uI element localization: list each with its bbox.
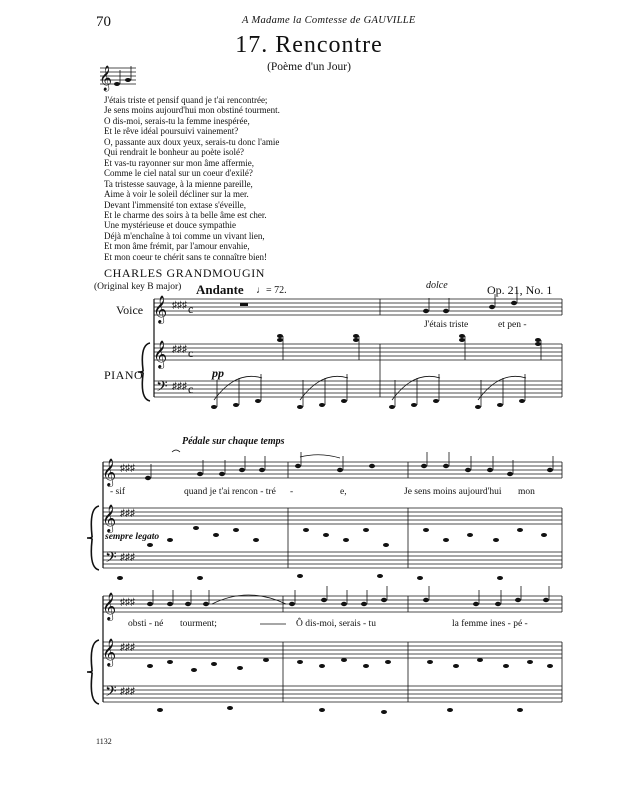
poem-line: Et le rêve idéal poursuivi vainement?	[104, 126, 239, 137]
page-number: 70	[96, 14, 111, 30]
svg-text:c: c	[188, 302, 194, 316]
svg-text:𝄞: 𝄞	[102, 504, 117, 532]
poem-line: Qui rendrait le bonheur au poète isolé?	[104, 147, 244, 158]
piano-brace	[87, 640, 99, 704]
poem-line: Ta tristesse sauvage, à la mienne pareille,	[104, 178, 253, 189]
lyric-syllable: tourment;	[180, 619, 217, 629]
poem-line: O, passante aux doux yeux, serais-tu donc l'amie	[104, 136, 280, 147]
svg-text:♯♯♯: ♯♯♯	[172, 344, 187, 355]
piano-staff-label: PIANO	[104, 368, 144, 382]
svg-text:𝄞: 𝄞	[102, 638, 117, 666]
note-group	[117, 526, 547, 580]
poem-line: Et mon âme frémit, par l'amour envahie,	[104, 241, 250, 252]
dynamic-marking: pp	[212, 366, 224, 380]
poem-line: Et le charme des soirs à ta belle âme est cher.	[104, 209, 267, 220]
pedal-instruction: Pédale sur chaque temps	[182, 436, 285, 447]
lyric-syllable: rencon - tré	[232, 487, 276, 497]
tempo-marking: Andante	[196, 282, 244, 297]
poem-line: O dis-moi, serais-tu la femme inespérée,	[104, 115, 250, 126]
poem-line: Et vas-tu rayonner sur mon âme affermie,	[104, 157, 255, 168]
poem-line: J'étais triste et pensif quand je t'ai rencontrée;	[104, 95, 268, 105]
poem-line: Aime à voir le soleil décliner sur la mer.	[104, 189, 249, 200]
original-key: (Original key B major)	[94, 282, 182, 292]
note-group	[147, 598, 549, 606]
piano-instruction: sempre legato	[105, 532, 160, 542]
svg-text:𝄞: 𝄞	[102, 458, 117, 486]
system-1	[154, 299, 562, 397]
opus-number: Op. 21, No. 1	[487, 283, 553, 297]
poem-line: Et mon coeur te chérit sans te connaître bien!	[104, 251, 267, 262]
svg-text:c: c	[188, 382, 194, 396]
svg-text:♯♯♯: ♯♯♯	[120, 597, 135, 608]
expression-marking: dolce	[426, 280, 448, 291]
svg-text:c: c	[188, 346, 194, 360]
poem-line: Comme le ciel natal sur un coeur d'exilé?	[104, 168, 253, 179]
dedication: A Madame la Comtesse de GAUVILLE	[242, 15, 416, 26]
svg-text:𝄢: 𝄢	[105, 549, 117, 570]
lyric-syllable: J'étais triste	[424, 320, 469, 330]
svg-text:♯♯♯: ♯♯♯	[120, 642, 135, 653]
note-head	[114, 82, 120, 86]
piano-brace	[87, 506, 99, 570]
lyric-syllable: - sif	[110, 487, 126, 497]
lyric-syllable: -	[290, 487, 294, 497]
lyric-syllable: e,	[340, 487, 347, 497]
system-2	[103, 462, 562, 568]
lyric-syllable: Ô dis-moi, serais - tu	[296, 619, 376, 629]
lyric-syllable: et pen -	[498, 320, 527, 330]
poem-line: Devant l'immensité ton extase s'éveille,	[104, 199, 246, 210]
poem-line: Déjà m'enchaîne à toi comme un vivant lien,	[104, 230, 265, 241]
lyric-syllable: la femme ines - pé -	[452, 619, 528, 629]
svg-text:𝄢: 𝄢	[156, 378, 168, 399]
song-subtitle: (Poème d'un Jour)	[267, 61, 351, 73]
svg-text:♯♯♯: ♯♯♯	[120, 686, 135, 697]
poem-line: Une mystérieuse et douce sympathie	[104, 220, 236, 231]
metronome-marking: ♩= 72.	[256, 285, 287, 296]
lyric-syllable: quand je t'ai	[184, 487, 231, 497]
svg-text:𝄢: 𝄢	[105, 683, 117, 704]
treble-clef-icon: 𝄞	[99, 66, 113, 91]
svg-text:𝄞: 𝄞	[102, 592, 117, 620]
note-head	[125, 78, 131, 82]
svg-text:♯♯♯: ♯♯♯	[120, 552, 135, 563]
piano-brace	[138, 343, 150, 401]
poet-name: CHARLES GRANDMOUGIN	[104, 266, 266, 280]
svg-text:𝄞: 𝄞	[153, 295, 168, 323]
poem-line: Je sens moins aujourd'hui mon obstiné tourment.	[104, 105, 280, 116]
song-title: 17. Rencontre	[235, 32, 383, 58]
lyric-syllable: mon	[518, 487, 535, 497]
svg-text:𝄞: 𝄞	[153, 340, 168, 368]
lyric-syllable: Je sens moins aujourd'hui	[404, 487, 502, 497]
system-3	[103, 596, 562, 702]
svg-text:♯♯♯: ♯♯♯	[172, 300, 187, 311]
svg-text:♯♯♯: ♯♯♯	[120, 508, 135, 519]
plate-number: 1132	[96, 737, 112, 746]
voice-staff-label: Voice	[116, 303, 144, 317]
svg-text:♯♯♯: ♯♯♯	[120, 463, 135, 474]
lyric-syllable: obsti - né	[128, 619, 164, 629]
svg-text:♯♯♯: ♯♯♯	[172, 381, 187, 392]
